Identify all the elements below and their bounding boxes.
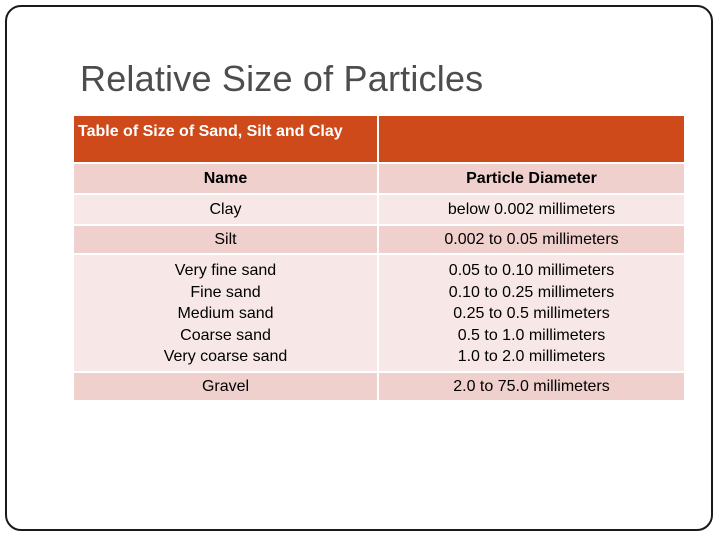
column-header-name: Name [73,163,378,194]
sand-name: Medium sand [177,305,274,323]
cell-name: Clay [73,194,378,225]
cell-sand-diameters [378,254,685,372]
particle-size-table [72,114,686,402]
table-row [73,194,685,225]
sand-name: Fine sand [190,283,261,301]
column-header-row [73,163,685,194]
table-caption: Table of Size of Sand, Silt and Clay [73,115,378,163]
cell-diameter: 2.0 to 75.0 millimeters [378,372,685,401]
sand-diameter: 0.10 to 0.25 millimeters [448,283,615,301]
sand-name: Very fine sand [174,262,277,280]
table-row [73,372,685,401]
table-caption-row [73,115,685,163]
sand-diameter: 1.0 to 2.0 millimeters [457,348,606,366]
sand-name: Coarse sand [180,326,271,344]
sand-name: Very coarse sand [163,348,288,366]
sand-diameter: 0.25 to 0.5 millimeters [453,305,610,323]
table-row-sand [73,254,685,372]
table-row [73,225,685,254]
cell-sand-names [73,254,378,372]
column-header-diameter: Particle Diameter [378,163,685,194]
table-caption-empty-cell [378,115,685,163]
slide-title: Relative Size of Particles [80,58,484,99]
cell-name: Silt [73,225,378,254]
cell-name: Gravel [73,372,378,401]
cell-diameter: below 0.002 millimeters [378,194,685,225]
sand-diameter: 0.5 to 1.0 millimeters [457,326,606,344]
sand-diameter: 0.05 to 0.10 millimeters [448,262,615,280]
cell-diameter: 0.002 to 0.05 millimeters [378,225,685,254]
